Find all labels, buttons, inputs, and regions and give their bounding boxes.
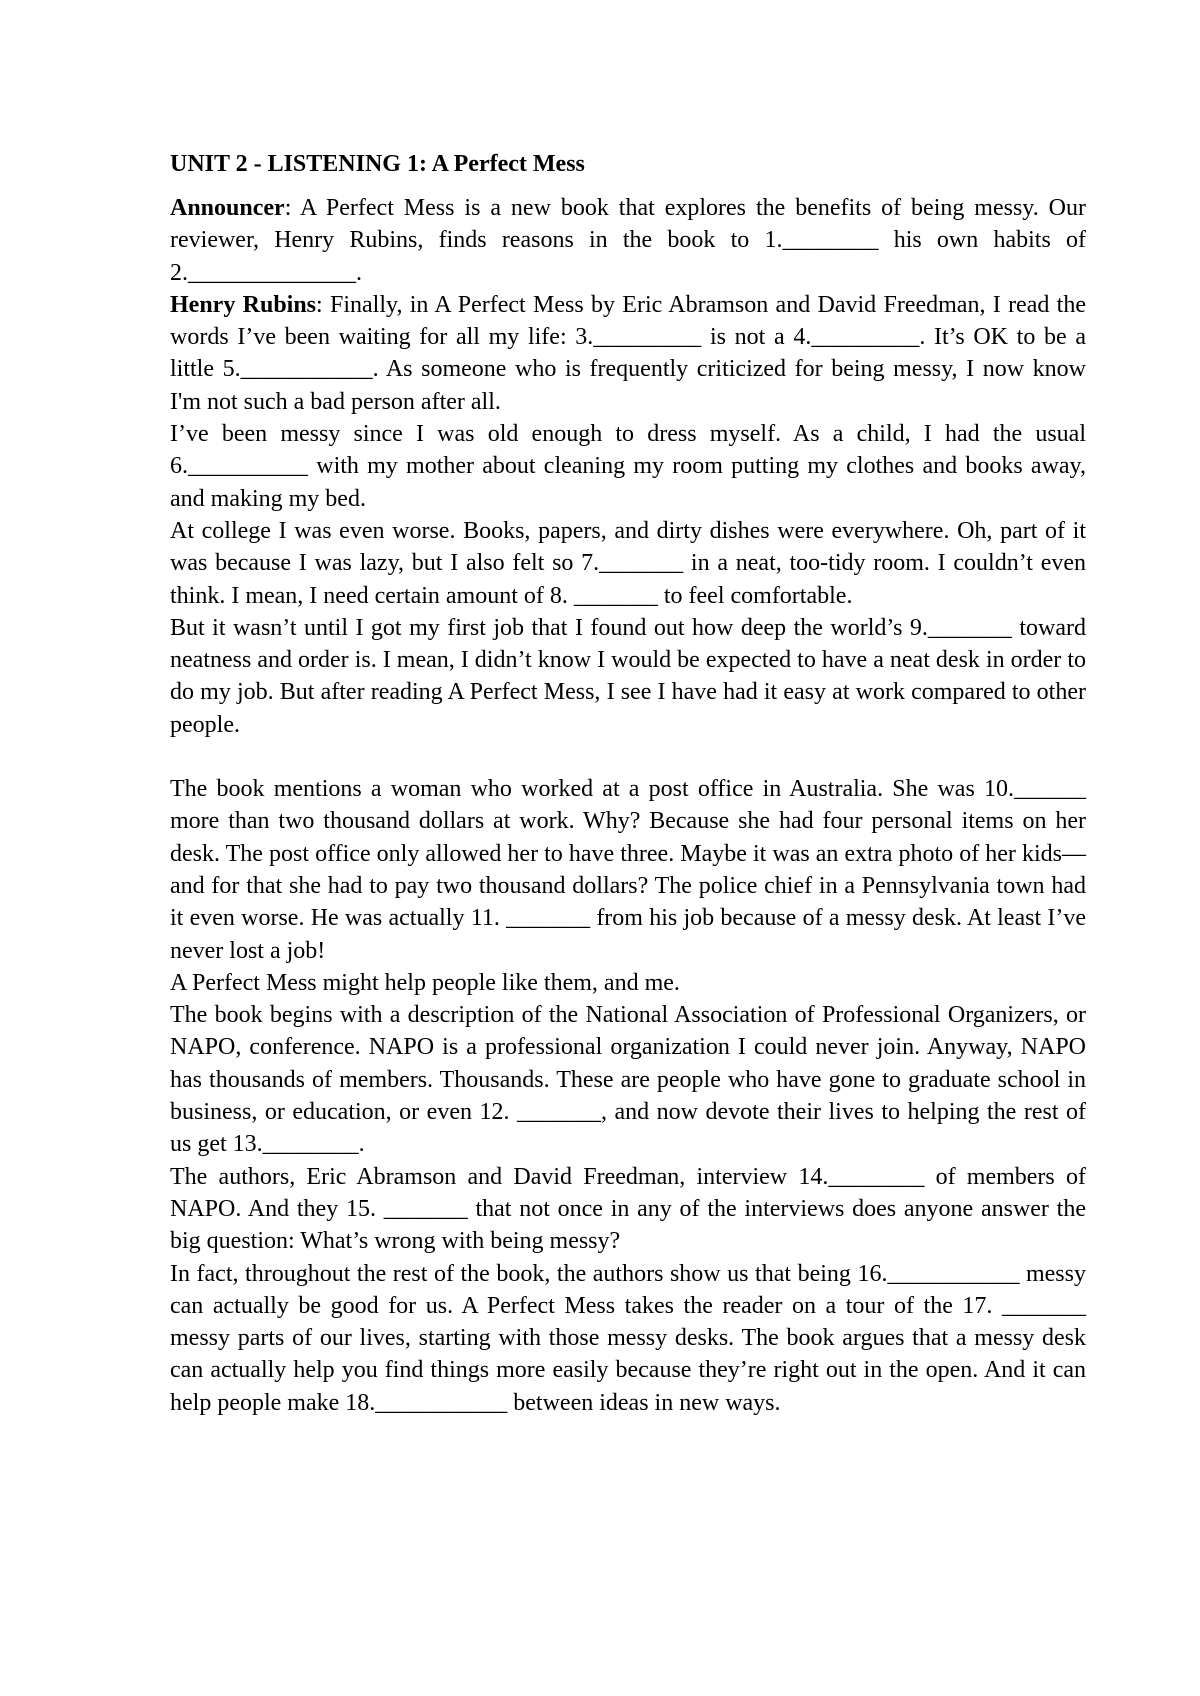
- paragraph: [170, 1161, 1086, 1258]
- paragraph-announcer: [170, 192, 1086, 289]
- speaker-label: Henry Rubins: [170, 291, 317, 318]
- paragraph-henry-rubins: [170, 289, 1086, 418]
- paragraph-text: : A Perfect Mess is a new book that explores the benefits of being messy. Our reviewer, Henry Rubins, finds reasons in the book to 1.________ his own habits of 2.______________.: [170, 195, 1086, 286]
- paragraph-text: At college I was even worse. Books, papers, and dirty dishes were everywhere. Oh, part of it was because I was lazy, but I also felt so 7._______ in a neat, too-tidy room. I couldn’t even think. I mean, I need certain amount of 8. _______ to feel comfortable.: [170, 517, 1086, 609]
- paragraph: [170, 773, 1086, 967]
- paragraph-text: The book begins with a description of the National Association of Professional Organizers, or NAPO, conference. NAPO is a professional organization I could never join. Anyway, NAPO has thousands of members. Thousands. These are people who have gone to graduate school in business, or education, or even 12. _______, and now devote their lives to helping the rest of us get 13.________.: [170, 1002, 1086, 1158]
- paragraph: [170, 515, 1086, 612]
- paragraph: [170, 999, 1086, 1160]
- speaker-label: Announcer: [170, 195, 285, 221]
- paragraph: [170, 967, 1086, 999]
- paragraph-text: A Perfect Mess might help people like them, and me.: [170, 969, 680, 996]
- paragraph: [170, 612, 1086, 741]
- paragraph-text: : Finally, in A Perfect Mess by Eric Abramson and David Freedman, I read the words I’ve been waiting for all my life: 3._________ is not a 4._________. It’s OK to be a little 5.___________. As someone who is frequently criticized for being messy, I now know I'm not such a bad person after all.: [170, 291, 1086, 415]
- paragraph-text: The book mentions a woman who worked at a post office in Australia. She was 10.______ more than two thousand dollars at work. Why? Because she had four personal items on her desk. The post office only allowed her to have three. Maybe it was an extra photo of her kids—and for that she had to pay two thousand dollars? The police chief in a Pennsylvania town had it even worse. He was actually 11. _______ from his job because of a messy desk. At least I’ve never lost a job!: [170, 776, 1086, 964]
- paragraph: [170, 1258, 1086, 1419]
- document-page: [170, 148, 1086, 1419]
- paragraph-text: The authors, Eric Abramson and David Freedman, interview 14.________ of members of NAPO. And they 15. _______ that not once in any of the interviews does anyone answer the big question: What’s wrong with being messy?: [170, 1163, 1086, 1255]
- paragraph: [170, 418, 1086, 515]
- page-title: UNIT 2 - LISTENING 1: A Perfect Mess: [170, 151, 585, 177]
- paragraph-text: I’ve been messy since I was old enough to dress myself. As a child, I had the usual 6.__________ with my mother about cleaning my room putting my clothes and books away, and making my bed.: [170, 421, 1086, 512]
- paragraph-text: In fact, throughout the rest of the book, the authors show us that being 16.___________ messy can actually be good for us. A Perfect Mess takes the reader on a tour of the 17. _______ messy parts of our lives, starting with those messy desks. The book argues that a messy desk can actually help you find things more easily because they’re right out in the open. And it can help people make 18.___________ between ideas in new ways.: [170, 1260, 1086, 1416]
- paragraph-text: But it wasn’t until I got my first job that I found out how deep the world’s 9._______ toward neatness and order is. I mean, I didn’t know I would be expected to have a neat desk in order to do my job. But after reading A Perfect Mess, I see I have had it easy at work compared to other people.: [170, 614, 1086, 738]
